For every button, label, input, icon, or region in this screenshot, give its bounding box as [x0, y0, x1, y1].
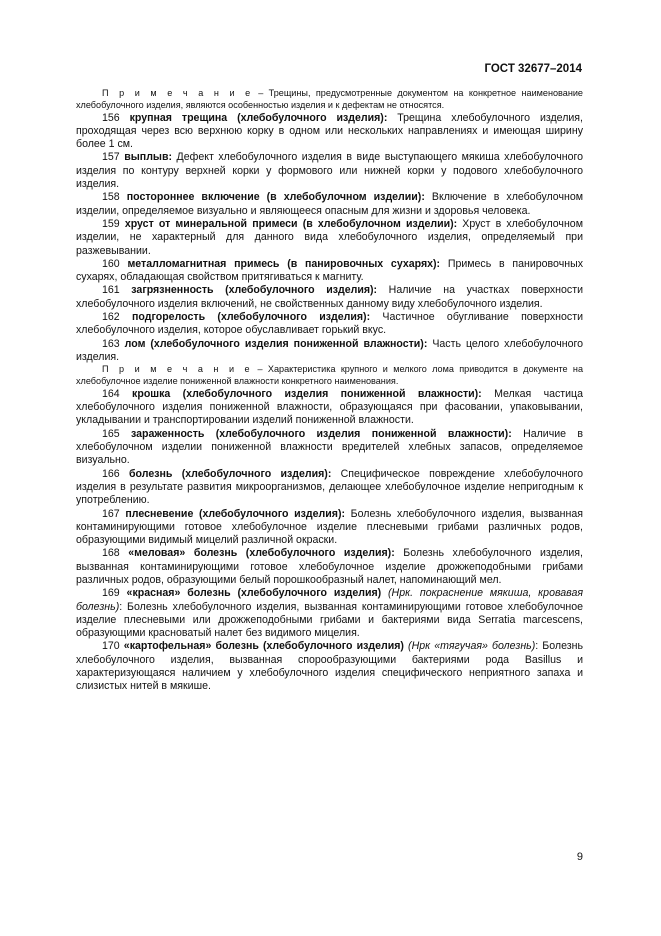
term-definition: Болезнь хлебобулочного изделия, вызванная контаминирующими готовое хлебобулочное изделие дрожжеподобными грибами различных родов, образующими белый порошкообразный налет, напоминающий мел.: [76, 547, 583, 586]
term-definition: Дефект хлебобулочного изделия в виде выступающего мякиша хлебобулочного изделия по контуру верхней корки у формового или нижней корки у подового хлебобулочного изделия.: [76, 151, 583, 191]
term-number: 170: [102, 640, 120, 653]
note-label: П р и м е ч а н и е: [102, 364, 253, 375]
term-entry-156: [76, 112, 583, 152]
term-definition: Часть целого хлебобулочного изделия.: [76, 337, 583, 363]
term-entry-168: [76, 547, 583, 587]
note-label: П р и м е ч а н и е: [102, 88, 253, 98]
term-definition: Хруст в хлебобулочном изделии, не характерный для данного вида хлебобулочного изделия, определяемый при разжевывании.: [76, 217, 583, 257]
term-number: 164: [102, 387, 120, 400]
term-title: крупная трещина (хлебобулочного изделия):: [129, 111, 388, 124]
term-synonym: (Нрк «тягучая» болезнь): [403, 640, 536, 653]
term-number: 163: [102, 337, 120, 350]
term-entry-167: [76, 508, 583, 548]
term-number: 161: [102, 284, 120, 297]
term-entry-163: [76, 338, 583, 365]
term-number: 157: [102, 151, 120, 164]
terms-section: [76, 88, 583, 694]
term-number: 162: [102, 311, 120, 324]
term-entry-170: [76, 640, 583, 693]
term-definition: Частичное обугливание поверхности хлебобулочного изделия, которое обуславливает горький вкус.: [76, 311, 583, 337]
note-paragraph: [76, 88, 583, 112]
term-entry-158: [76, 191, 583, 218]
standard-code: ГОСТ 32677–2014: [484, 63, 582, 75]
term-number: 168: [102, 547, 120, 560]
term-number: 156: [102, 111, 120, 124]
term-definition: Наличие на участках поверхности хлебобулочного изделия включений, не свойственных данному виду хлебобулочного изделия.: [76, 284, 583, 310]
note-text: – Характеристика крупного и мелкого лома приводится в документе на хлебобулочное изделие пониженной влажности конкретного наименования.: [76, 364, 584, 387]
term-definition: Болезнь хлебобулочного изделия, вызванная контаминирующими готовое хлебобулочное изделие плесневыми грибами различных родов, образующими видимый мицелий различной окраски.: [76, 507, 583, 547]
term-title: подгорелость (хлебобулочного изделия):: [132, 311, 371, 324]
term-entry-157: [76, 151, 583, 191]
term-title: металломагнитная примесь (в панировочных сухарях):: [127, 257, 441, 270]
term-entry-160: [76, 258, 583, 285]
term-title: болезнь (хлебобулочного изделия):: [128, 467, 332, 480]
term-entry-162: [76, 311, 583, 338]
term-number: 169: [102, 587, 120, 600]
term-entry-169: [76, 587, 583, 640]
page-number: 9: [576, 851, 583, 863]
term-title: зараженность (хлебобулочного изделия пониженной влажности):: [131, 427, 512, 440]
term-definition: Трещина хлебобулочного изделия, проходящая через всю верхнюю корку в одном или нескольких направлениях и имеющая ширину более 1 см.: [76, 111, 583, 151]
term-synonym: (Нрк. покраснение мякиша, кровавая болезнь): [76, 587, 583, 613]
term-definition: Наличие в хлебобулочном изделии пониженной влажности вредителей хлебных запасов, определяемое визуально.: [76, 427, 583, 467]
term-definition: : Болезнь хлебобулочного изделия, вызванная спорообразующими бактериями рода Basillus и характеризующаяся наличием у хлебобулочного изделия специфического неприятного запаха и слизистых нитей в мякише.: [76, 640, 583, 693]
term-number: 160: [102, 257, 120, 270]
term-title: «картофельная» болезнь (хлебобулочного изделия): [123, 640, 404, 653]
term-title: хруст от минеральной примеси (в хлебобулочном изделии):: [124, 217, 458, 230]
term-number: 158: [102, 191, 120, 204]
term-title: выплыв:: [124, 151, 173, 164]
term-title: крошка (хлебобулочного изделия пониженной влажности):: [132, 387, 482, 400]
term-definition: : Болезнь хлебобулочного изделия, вызванная контаминирующими готовое хлебобулочное изделие плесневыми или дрожжеподобными грибами и бактериями вида Serratia marcescens, образующими красноватый налет без видимого мицелия.: [76, 600, 583, 640]
note-text: – Трещины, предусмотренные документом на конкретное наименование хлебобулочного изделия, являются особенностью изделия и к дефектам не относятся.: [76, 88, 583, 110]
term-definition: Примесь в панировочных сухарях, обладающая свойством притягиваться к магниту.: [76, 257, 583, 284]
term-number: 165: [102, 427, 120, 440]
term-definition: Включение в хлебобулочном изделии, определяемое визуально и являющееся опасным для жизни и здоровья человека.: [76, 191, 584, 217]
term-title: «красная» болезнь (хлебобулочного изделия): [126, 587, 382, 600]
term-title: постороннее включение (в хлебобулочном изделии):: [126, 191, 425, 204]
term-number: 159: [102, 217, 120, 230]
term-entry-161: [76, 284, 583, 311]
note-paragraph: [76, 364, 583, 388]
term-definition: Мелкая частица хлебобулочного изделия пониженной влажности, образующаяся при фасовании, упаковывании, укладывании и транспортировании изделий пониженной влажности.: [76, 387, 584, 427]
term-entry-166: [76, 468, 583, 508]
term-entry-164: [76, 388, 583, 428]
term-number: 166: [102, 467, 120, 480]
term-entry-165: [76, 428, 583, 468]
term-entry-159: [76, 218, 583, 258]
term-title: плесневение (хлебобулочного изделия):: [125, 507, 345, 520]
term-title: загрязненность (хлебобулочного изделия):: [131, 284, 378, 297]
term-number: 167: [102, 507, 120, 520]
term-title: «меловая» болезнь (хлебобулочного изделия):: [128, 547, 395, 560]
term-title: лом (хлебобулочного изделия пониженной влажности):: [124, 337, 428, 350]
term-definition: Специфическое повреждение хлебобулочного изделия в результате развития микроорганизмов, делающее хлебобулочное изделие непригодным к употреблению.: [76, 467, 583, 507]
